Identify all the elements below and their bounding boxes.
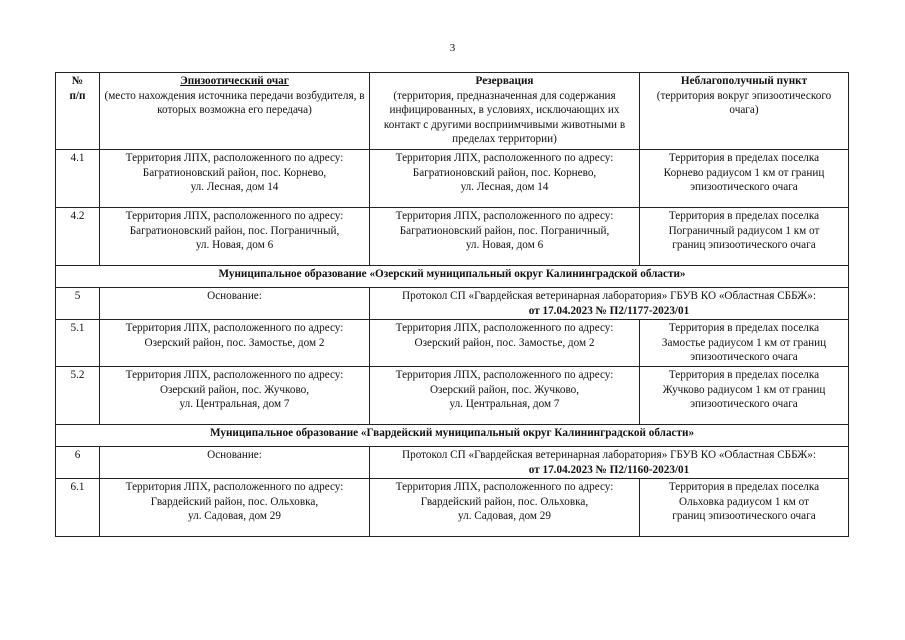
point-cell <box>640 367 849 425</box>
cell-text-line: Резервация <box>475 75 534 87</box>
cell-text-line: ул. Новая, дом 6 <box>195 239 274 251</box>
focus-cell <box>100 208 370 266</box>
point-cell <box>640 208 849 266</box>
cell-text-line: эпизоотического очага <box>690 351 798 363</box>
cell-text-line: Протокол СП «Гвардейская ветеринарная лаборатория» ГБУВ КО «Областная СББЖ»: <box>402 449 816 461</box>
cell-text-line: Территория в пределах поселка <box>668 481 820 493</box>
row-number: 5 <box>56 288 100 320</box>
cell-text-line: Территория ЛПХ, расположенного по адресу: <box>125 322 344 334</box>
basis-row <box>56 447 849 479</box>
cell-text-line: Территория ЛПХ, расположенного по адресу: <box>125 210 344 222</box>
cell-text-line: ул. Центральная, дом 7 <box>179 398 290 410</box>
cell-text-line: Основание: <box>207 290 262 302</box>
cell-text-line: ул. Новая, дом 6 <box>465 239 544 251</box>
cell-text-line: Неблагополучный пункт <box>680 75 808 87</box>
section-header-row <box>56 425 849 447</box>
reserve-cell <box>370 367 640 425</box>
cell-text-line: Озерский район, пос. Жучково, <box>159 383 310 396</box>
row-number: 4.2 <box>56 208 100 266</box>
basis-row <box>56 288 849 320</box>
cell-text-line: Территория ЛПХ, расположенного по адресу: <box>395 322 614 334</box>
cell-text-line: Территория в пределах поселка <box>668 369 820 381</box>
reserve-cell <box>370 320 640 367</box>
cell-text-line: Корнево радиусом 1 км от границ <box>663 166 825 179</box>
cell-text-line: Озерский район, пос. Замостье, дом 2 <box>414 336 595 349</box>
header-point <box>640 73 849 150</box>
row-number: 6 <box>56 447 100 479</box>
cell-text-line: Гвардейский район, пос. Ольховка, <box>420 495 589 508</box>
cell-text-line: Территория в пределах поселка <box>668 210 820 222</box>
cell-text-line: Пограничный радиусом 1 км от <box>668 224 820 237</box>
header-reserve <box>370 73 640 150</box>
section-title: Муниципальное образование «Озерский муниципальный округ Калининградской области» <box>56 266 849 288</box>
table-row <box>56 208 849 266</box>
reserve-cell <box>370 208 640 266</box>
cell-text-line: Территория ЛПХ, расположенного по адресу: <box>395 152 614 164</box>
focus-cell <box>100 479 370 537</box>
cell-text-line: Территория в пределах поселка <box>668 322 820 334</box>
reserve-cell <box>370 150 640 208</box>
point-cell <box>640 479 849 537</box>
cell-text-line: Ольховка радиусом 1 км от <box>679 495 809 508</box>
cell-text-line: ул. Лесная, дом 14 <box>460 181 549 193</box>
cell-text-line: от 17.04.2023 № П2/1160-2023/01 <box>528 463 690 476</box>
cell-text-line: (территория, предназначенная для содержания инфицированных, в условиях, исключающих их контакт с другими восприимчивыми животными в пределах территории) <box>383 89 626 145</box>
cell-text-line: Багратионовский район, пос. Корнево, <box>142 166 327 179</box>
page-number: 3 <box>449 42 456 54</box>
cell-text-line: Замостье радиусом 1 км от границ <box>661 336 827 349</box>
cell-text-line: ул. Садовая, дом 29 <box>458 510 551 522</box>
basis-text-cell <box>370 447 849 479</box>
header-focus <box>100 73 370 150</box>
quarantine-zones-table <box>55 72 849 537</box>
basis-label-cell <box>100 288 370 320</box>
point-cell <box>640 150 849 208</box>
section-header-row <box>56 266 849 288</box>
cell-text-line: Основание: <box>207 449 262 461</box>
cell-text-line: Протокол СП «Гвардейская ветеринарная лаборатория» ГБУВ КО «Областная СББЖ»: <box>402 290 816 302</box>
cell-text-line: от 17.04.2023 № П2/1177-2023/01 <box>528 304 690 317</box>
table-header-row <box>56 73 849 150</box>
cell-text-line: границ эпизоотического очага <box>672 510 816 522</box>
reserve-cell <box>370 479 640 537</box>
cell-text-line: Территория ЛПХ, расположенного по адресу: <box>125 481 344 493</box>
cell-text-line: (территория вокруг эпизоотического очага) <box>656 89 832 116</box>
table-row <box>56 320 849 367</box>
cell-text-line: Территория ЛПХ, расположенного по адресу: <box>395 369 614 381</box>
cell-text-line: Озерский район, пос. Замостье, дом 2 <box>144 336 325 349</box>
table-row <box>56 150 849 208</box>
row-number: 5.2 <box>56 367 100 425</box>
cell-text-line: Озерский район, пос. Жучково, <box>429 383 580 396</box>
point-cell <box>640 320 849 367</box>
section-title: Муниципальное образование «Гвардейский муниципальный округ Калининградской области» <box>56 425 849 447</box>
cell-text-line: Багратионовский район, пос. Пограничный, <box>129 224 340 237</box>
cell-text-line: Жучково радиусом 1 км от границ <box>662 383 826 396</box>
cell-text-line: п/п <box>69 89 86 102</box>
focus-cell <box>100 320 370 367</box>
cell-text-line: Багратионовский район, пос. Корнево, <box>412 166 597 179</box>
cell-text-line: границ эпизоотического очага <box>672 239 816 251</box>
header-number <box>56 73 100 150</box>
basis-label-cell <box>100 447 370 479</box>
cell-text-line: ул. Лесная, дом 14 <box>190 181 279 193</box>
cell-text-line: (место нахождения источника передачи возбудителя, в которых возможна его передача) <box>104 89 365 116</box>
cell-text-line: Территория ЛПХ, расположенного по адресу: <box>125 152 344 164</box>
cell-text-line: ул. Центральная, дом 7 <box>449 398 560 410</box>
focus-cell <box>100 150 370 208</box>
cell-text-line: Багратионовский район, пос. Пограничный, <box>399 224 610 237</box>
row-number: 6.1 <box>56 479 100 537</box>
cell-text-line: № <box>71 75 84 87</box>
basis-text-cell <box>370 288 849 320</box>
row-number: 4.1 <box>56 150 100 208</box>
table-row <box>56 479 849 537</box>
cell-text-line: Территория ЛПХ, расположенного по адресу: <box>395 481 614 493</box>
cell-text-line: Территория ЛПХ, расположенного по адресу: <box>395 210 614 222</box>
cell-text-line: эпизоотического очага <box>690 398 798 410</box>
cell-text-line: эпизоотического очага <box>690 181 798 193</box>
cell-text-line: Гвардейский район, пос. Ольховка, <box>150 495 319 508</box>
cell-text-line: Эпизоотический очаг <box>180 75 289 87</box>
table-row <box>56 367 849 425</box>
cell-text-line: ул. Садовая, дом 29 <box>188 510 281 522</box>
cell-text-line: Территория в пределах поселка <box>668 152 820 164</box>
focus-cell <box>100 367 370 425</box>
row-number: 5.1 <box>56 320 100 367</box>
cell-text-line: Территория ЛПХ, расположенного по адресу: <box>125 369 344 381</box>
